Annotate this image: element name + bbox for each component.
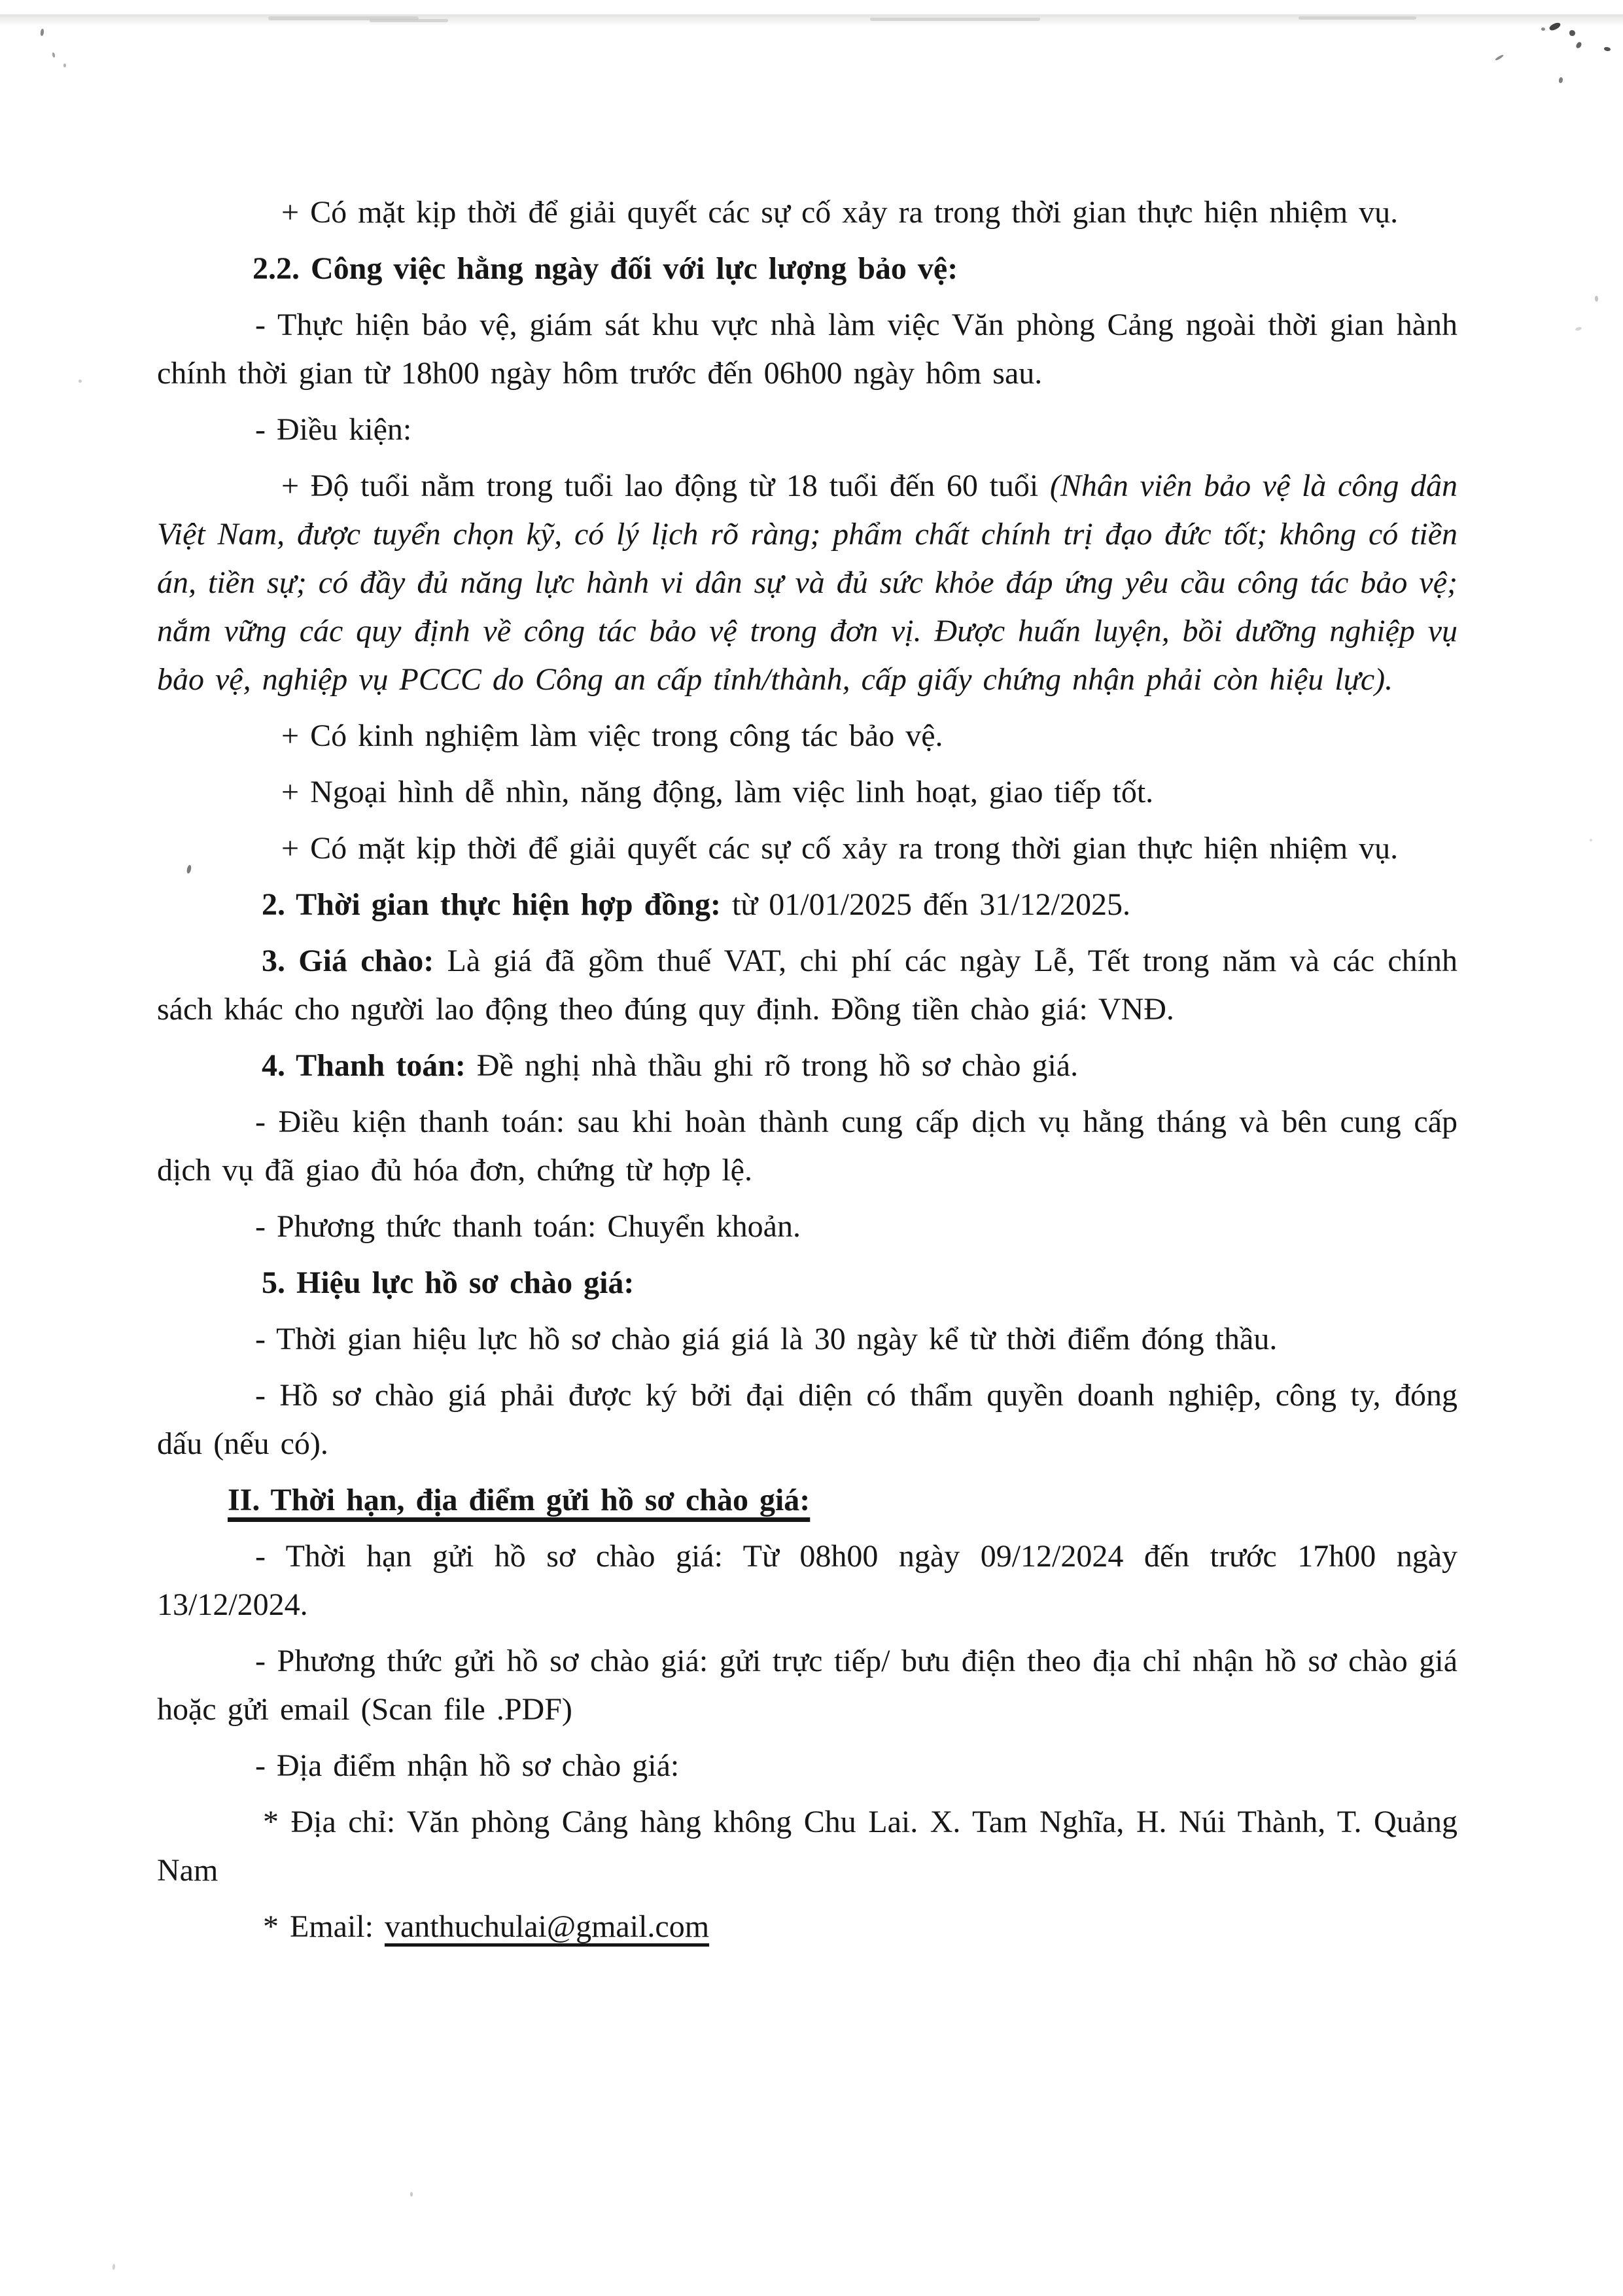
text-segment: (Nhân viên bảo vệ là công dân Việt Nam, được tuyển chọn kỹ, có lý lịch rõ ràng; phẩm chất chính trị đạo đức tốt; không có tiền án, tiền sự; có đầy đủ năng lực hành vi dân sự và đủ sức khỏe đáp ứng yêu cầu công tác bảo vệ; nắm vững các quy định về công tác bảo vệ trong đơn vị. Được huấn luyện, bồi dưỡng nghiệp vụ bảo vệ, nghiệp vụ PCCC do Công an cấp tỉnh/thành, cấp giấy chứng nhận phải còn hiệu lực). (157, 468, 1457, 697)
email-link[interactable]: vanthuchulai@gmail.com (384, 1909, 710, 1944)
text-segment: + Có mặt kịp thời để giải quyết các sự cố xảy ra trong thời gian thực hiện nhiệm vụ. (281, 195, 1399, 230)
text-segment: - Thực hiện bảo vệ, giám sát khu vực nhà làm việc Văn phòng Cảng ngoài thời gian hành chính thời gian từ 18h00 ngày hôm trước đến 06h00 ngày hôm sau. (157, 308, 1457, 391)
scan-speckle (1604, 46, 1611, 51)
scan-speckle (1575, 327, 1582, 332)
text-segment: + Ngoại hình dễ nhìn, năng động, làm việc linh hoạt, giao tiếp tốt. (281, 775, 1154, 809)
dash-item-validity-duration (157, 1315, 1457, 1364)
text-segment: + Có mặt kịp thời để giải quyết các sự cố xảy ra trong thời gian thực hiện nhiệm vụ. (281, 831, 1399, 866)
text-segment: Là giá đã gồm thuế VAT, chi phí các ngày Lễ, Tết trong năm và các chính sách khác cho người lao động theo đúng quy định. Đồng tiền chào giá: VNĐ. (157, 944, 1457, 1027)
plus-item-appearance (157, 768, 1457, 817)
section-validity (157, 1259, 1457, 1307)
dash-item-guard-hours (157, 301, 1457, 398)
scan-speckle (1575, 41, 1582, 49)
heading-submission (157, 1476, 1457, 1525)
text-segment: II. Thời hạn, địa điểm gửi hồ sơ chào giá: (228, 1483, 811, 1517)
text-segment: - Địa điểm nhận hồ sơ chào giá: (255, 1748, 680, 1783)
text-segment: - Phương thức thanh toán: Chuyển khoản. (255, 1209, 801, 1244)
scan-artifact-streak (370, 19, 448, 22)
dash-item-delivery-location (157, 1742, 1457, 1790)
scan-speckle (410, 2192, 413, 2197)
scan-speckle (52, 52, 56, 58)
text-segment: 5. Hiệu lực hồ sơ chào giá: (262, 1265, 635, 1300)
dash-item-conditions (157, 406, 1457, 454)
section-contract-duration (157, 881, 1457, 929)
scan-speckle (1558, 77, 1563, 83)
text-segment: - Điều kiện: (255, 412, 412, 447)
text-segment: + Có kinh nghiệm làm việc trong công tác bảo vệ. (281, 718, 943, 753)
text-segment: - Thời gian hiệu lực hồ sơ chào giá giá là 30 ngày kể từ thời điểm đóng thầu. (255, 1322, 1278, 1356)
dash-item-deadline (157, 1532, 1457, 1629)
text-segment: từ 01/01/2025 đến 31/12/2025. (720, 887, 1130, 922)
scan-speckle (113, 2264, 116, 2270)
plus-item-age-requirement (157, 462, 1457, 704)
text-segment: - Điều kiện thanh toán: sau khi hoàn thành cung cấp dịch vụ hằng tháng và bên cung cấp dịch vụ đã giao đủ hóa đơn, chứng từ hợp lệ. (157, 1104, 1457, 1188)
text-segment: * Email: (263, 1909, 385, 1944)
star-item-email (157, 1903, 1457, 1951)
scan-speckle (1569, 30, 1575, 36)
text-segment: - Thời hạn gửi hồ sơ chào giá: Từ 08h00 ngày 09/12/2024 đến trước 17h00 ngày 13/12/2024. (157, 1539, 1457, 1622)
text-segment: + Độ tuổi nằm trong tuổi lao động từ 18 tuổi đến 60 tuổi (281, 468, 1050, 503)
dash-item-payment-conditions (157, 1098, 1457, 1195)
star-item-address (157, 1798, 1457, 1895)
text-segment: * Địa chỉ: Văn phòng Cảng hàng không Chu Lai. X. Tam Nghĩa, H. Núi Thành, T. Quảng Nam (157, 1805, 1457, 1888)
scan-speckle (63, 63, 66, 67)
scan-artifact-streak (1299, 16, 1416, 20)
scan-speckle (79, 380, 82, 383)
section-price-offer (157, 937, 1457, 1034)
text-segment: 2. Thời gian thực hiện hợp đồng: (262, 887, 721, 922)
dash-item-signature-requirement (157, 1371, 1457, 1468)
scan-speckle (40, 29, 44, 37)
text-segment: 3. Giá chào: (262, 944, 434, 978)
scan-speckle (1590, 839, 1592, 841)
text-segment: - Phương thức gửi hồ sơ chào giá: gửi trực tiếp/ bưu điện theo địa chỉ nhận hồ sơ chào giá hoặc gửi email (Scan file .PDF) (157, 1644, 1457, 1727)
dash-item-payment-method (157, 1203, 1457, 1251)
scan-artifact-streak (870, 18, 1040, 21)
plus-item-experience (157, 712, 1457, 760)
scan-speckle (1595, 296, 1598, 302)
document-content (157, 188, 1457, 1959)
scan-speckle (1541, 27, 1545, 31)
text-segment: 4. Thanh toán: (262, 1048, 466, 1083)
plus-item-response-1 (157, 188, 1457, 237)
scan-speckle (1495, 54, 1504, 62)
dash-item-delivery-method (157, 1637, 1457, 1734)
section-payment (157, 1042, 1457, 1090)
heading-daily-duties (157, 245, 1457, 293)
text-segment: 2.2. Công việc hằng ngày đối với lực lượng bảo vệ: (253, 251, 958, 286)
text-segment: - Hồ sơ chào giá phải được ký bởi đại diện có thẩm quyền doanh nghiệp, công ty, đóng dấu (nếu có). (157, 1378, 1457, 1461)
text-segment: Đề nghị nhà thầu ghi rõ trong hồ sơ chào giá. (465, 1048, 1079, 1083)
plus-item-response-2 (157, 824, 1457, 873)
